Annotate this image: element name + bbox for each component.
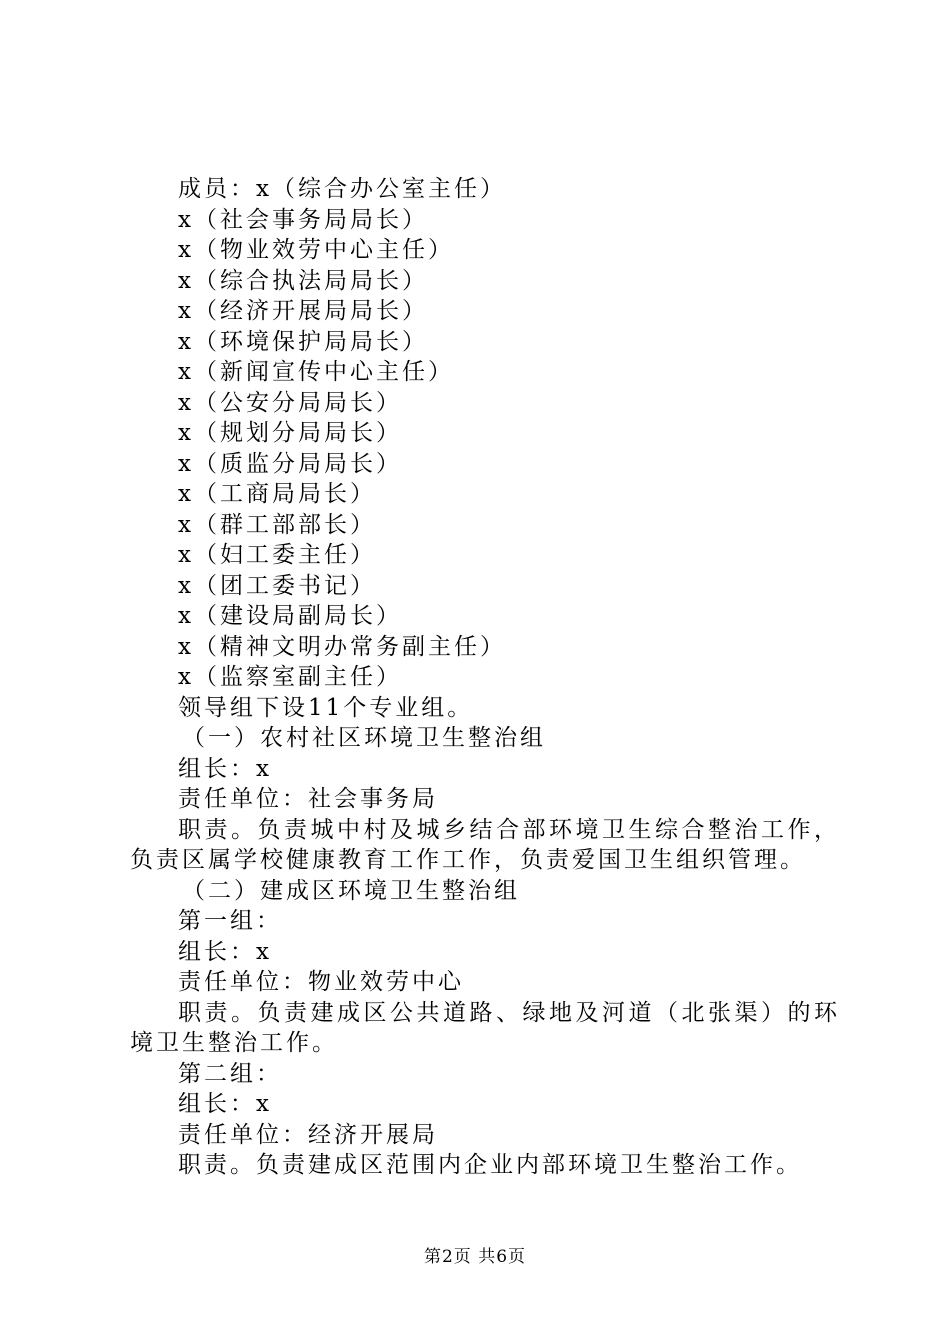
group1-unit: 责任单位：社会事务局 (178, 786, 438, 812)
member-item: x（社会事务局局长） (178, 206, 428, 233)
member-item: x（质监分局局长） (178, 450, 402, 477)
group2-sub2-leader: 组长：x (178, 1091, 272, 1117)
member-item: x（群工部部长） (178, 511, 376, 538)
group2-sub1-unit: 责任单位：物业效劳中心 (178, 969, 464, 995)
group2-sub1-leader: 组长：x (178, 938, 272, 965)
member-item: x（综合执法局局长） (178, 267, 428, 294)
member-item: x（公安分局局长） (178, 389, 402, 416)
intro-text: 领导组下设11个专业组。 (178, 694, 474, 721)
member-item: x（规划分局局长） (178, 420, 402, 446)
member-item: x（妇工委主任） (178, 542, 376, 568)
member-item: x（监察室副主任） (178, 664, 402, 690)
member-item: x（精神文明办常务副主任） (178, 633, 506, 660)
member-item: x（新闻宣传中心主任） (178, 359, 454, 385)
page-footer: 第2页 共6页 (423, 1247, 527, 1267)
group1-leader: 组长：x (178, 755, 272, 782)
group2-sub1-duty: 职责。负责建成区公共道路、绿地及河道（北张渠）的环境卫生整治工作。 (130, 999, 840, 1056)
member-item: x（团工委书记） (178, 572, 376, 599)
member-item: x（建设局副局长） (178, 603, 402, 629)
document-body (130, 174, 840, 1181)
group2-sub2-duty: 职责。负责建成区范围内企业内部环境卫生整治工作。 (178, 1152, 802, 1178)
member-item: x（工商局局长） (178, 481, 376, 507)
group2-sub1-label: 第一组： (178, 908, 282, 934)
member-item: x（物业效劳中心主任） (178, 237, 454, 263)
members-title: 成员：x（综合办公室主任） (178, 176, 506, 202)
member-item: x（经济开展局局长） (178, 298, 428, 324)
group2-heading: （二）建成区环境卫生整治组 (182, 877, 520, 904)
group1-heading: （一）农村社区环境卫生整治组 (182, 725, 546, 751)
group2-sub2-unit: 责任单位：经济开展局 (178, 1121, 438, 1148)
member-item: x（环境保护局局长） (178, 328, 428, 355)
group1-duty: 职责。负责城中村及城乡结合部环境卫生综合整治工作，负责区属学校健康教育工作工作，负责爱国卫生组织管理。 (130, 816, 840, 873)
group2-sub2-label: 第二组： (178, 1060, 282, 1087)
